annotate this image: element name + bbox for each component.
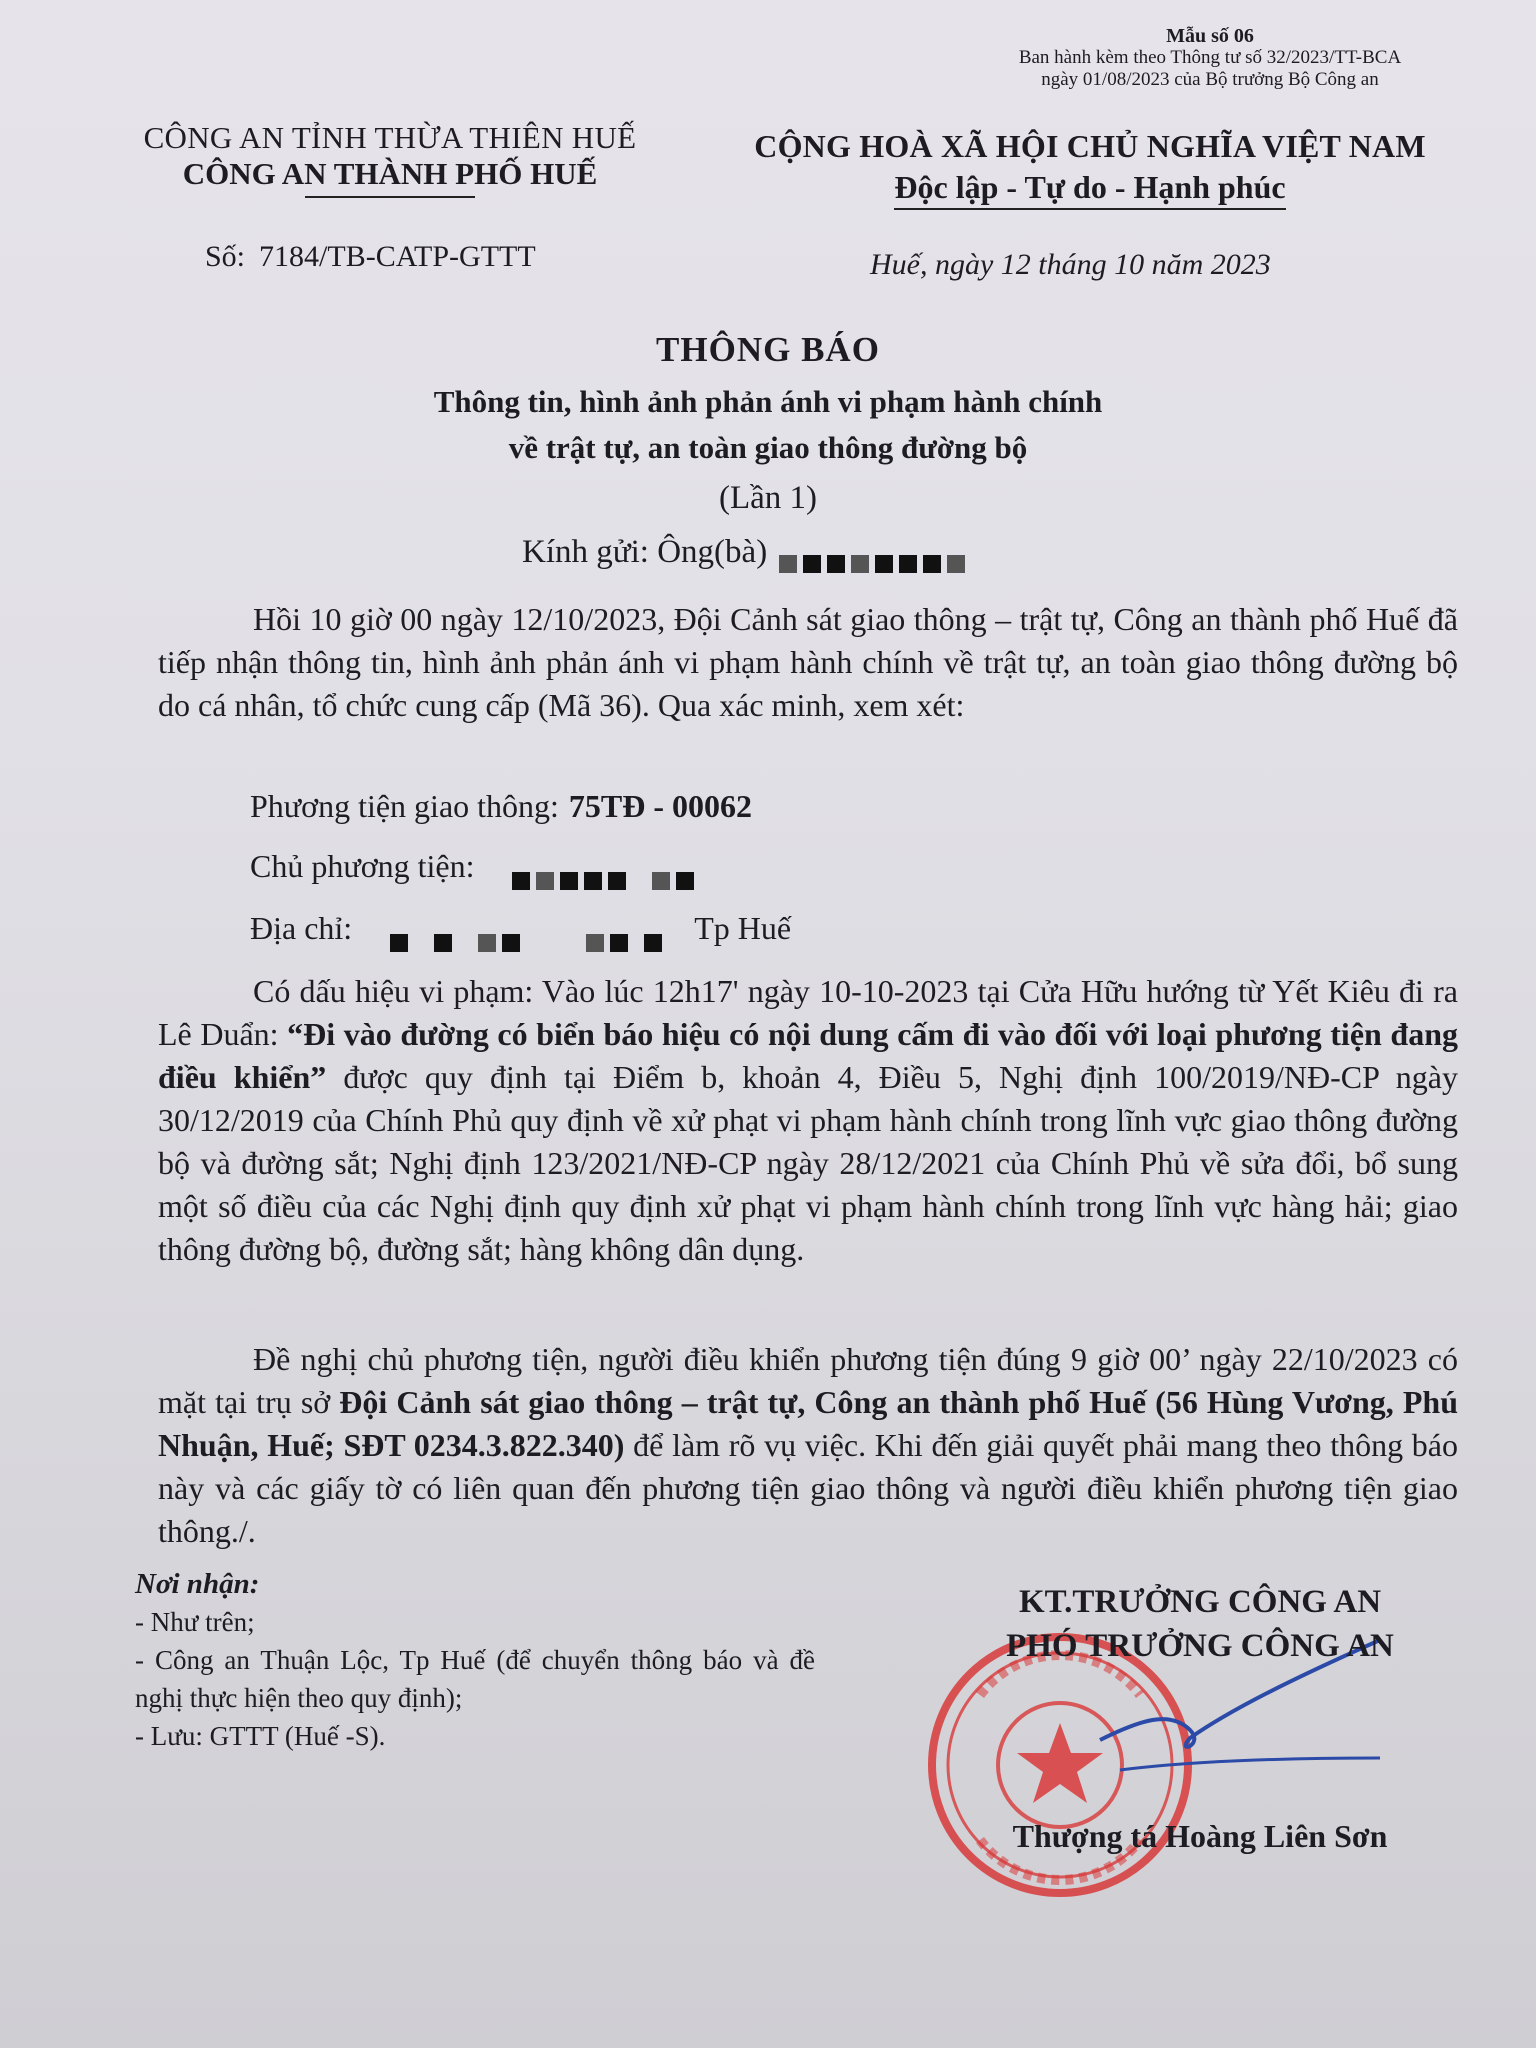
recipients-heading: Nơi nhận: [135,1568,260,1600]
salutation-text: Kính gửi: Ông(bà) [522,534,768,570]
form-reference-line-2: ngày 01/08/2023 của Bộ trưởng Bộ Công an [1041,69,1379,90]
signer-title-1: KT.TRƯỞNG CÔNG AN [1018,1584,1382,1620]
document-number-label: Số: [205,240,246,273]
issuing-authority [90,120,690,198]
vehicle-field [250,788,752,825]
issuer-underline [305,196,475,198]
address-label: Địa chỉ: [250,910,353,946]
owner-field [250,848,700,885]
redacted-name [779,545,971,563]
form-reference-line-1: Ban hành kèm theo Thông tư số 32/2023/TT-BCA [1018,47,1402,68]
place-and-date: Huế, ngày 12 tháng 10 năm 2023 [870,248,1271,281]
document-subtitle-2: về trật tự, an toàn giao thông đường bộ [508,430,1028,465]
title-block [0,330,1536,517]
paragraph-violation [158,970,1458,1271]
recipients [135,1565,815,1755]
request-office: Đội Cảnh sát giao thông – trật tự, Công an thành phố Huế (56 Hùng Vương, Phú Nhuận, Huế; SĐT 0234.3.822.340) [158,1384,1459,1463]
request-part-2: để làm rõ vụ việc. Khi đến giải quyết phải mang theo thông báo này và các giấy tờ có liên quan đến phương tiện giao thông và người điều khiển phương tiện giao thông./. [158,1427,1459,1549]
paragraph-receipt: Hồi 10 giờ 00 ngày 12/10/2023, Đội Cảnh sát giao thông – trật tự, Công an thành phố Huế đã tiếp nhận thông tin, hình ảnh phản ánh vi phạm hành chính về trật tự, an toàn giao thông đường bộ do cá nhân, tổ chức cung cấp (Mã 36). Qua xác minh, xem xét: [158,601,1458,723]
form-number: Mẫu số 06 [1166,25,1254,47]
recipient-item: - Như trên; [135,1607,255,1637]
document-number-value: 7184/TB-CATP-GTTT [259,240,536,273]
vehicle-plate: 75TĐ - 00062 [568,788,753,824]
form-reference [930,25,1490,91]
document-title: THÔNG BÁO [656,330,880,369]
redacted-address [390,923,668,941]
violation-intro: Có dấu hiệu vi phạm: Vào lúc 12h17' ngày 10-10-2023 tại Cửa Hữu hướng từ Yết Kiêu đi ra Lê Duẩn: [158,973,1458,1052]
notice-round: (Lần 1) [718,480,818,516]
violation-offense: “Đi vào đường có biển báo hiệu có nội dung cấm đi vào đối với loại phương tiện đang điều khiển” [158,1016,1459,1095]
owner-label: Chủ phương tiện: [250,848,475,884]
signer-block [890,1580,1510,1855]
national-motto: Độc lập - Tự do - Hạnh phúc [894,169,1285,210]
issuer-agency: CÔNG AN THÀNH PHỐ HUẾ [182,156,598,191]
signer-name: Thượng tá Hoàng Liên Sơn [1012,1818,1388,1854]
issuer-parent-agency: CÔNG AN TỈNH THỪA THIÊN HUẾ [143,120,637,155]
signer-title-2: PHÓ TRƯỞNG CÔNG AN [1006,1628,1394,1664]
address-city: Tp Huế [694,910,792,946]
redacted-owner [512,861,700,879]
violation-legal-basis: được quy định tại Điểm b, khoản 4, Điều 5, Nghị định 100/2019/NĐ-CP ngày 30/12/2019 của Chính Phủ quy định về xử phạt vi phạm hành chính trong lĩnh vực giao thông đường bộ và đường sắt; Nghị định 123/2021/NĐ-CP ngày 28/12/2021 của Chính Phủ về sửa đổi, bổ sung một số điều của các Nghị định quy định xử phạt vi phạm hành chính trong lĩnh vực hàng hải; giao thông đường bộ, đường sắt; hàng không dân dụng. [158,1059,1459,1267]
recipient-item: - Lưu: GTTT (Huế -S). [135,1721,386,1751]
national-header [720,128,1460,210]
document-number [205,240,536,274]
document-subtitle-1: Thông tin, hình ảnh phản ánh vi phạm hành chính [433,384,1103,419]
national-title: CỘNG HOÀ XÃ HỘI CHỦ NGHĨA VIỆT NAM [754,128,1426,164]
vehicle-label: Phương tiện giao thông: [250,788,559,824]
salutation [522,534,971,571]
address-field [250,910,791,947]
recipient-item: - Công an Thuận Lộc, Tp Huế (để chuyển thông báo và đề nghị thực hiện theo quy định); [135,1645,815,1713]
request-part-1: Đề nghị chủ phương tiện, người điều khiển phương tiện đúng 9 giờ 00’ ngày 22/10/2023 có mặt tại trụ sở [158,1341,1458,1420]
paragraph-request [158,1338,1458,1553]
